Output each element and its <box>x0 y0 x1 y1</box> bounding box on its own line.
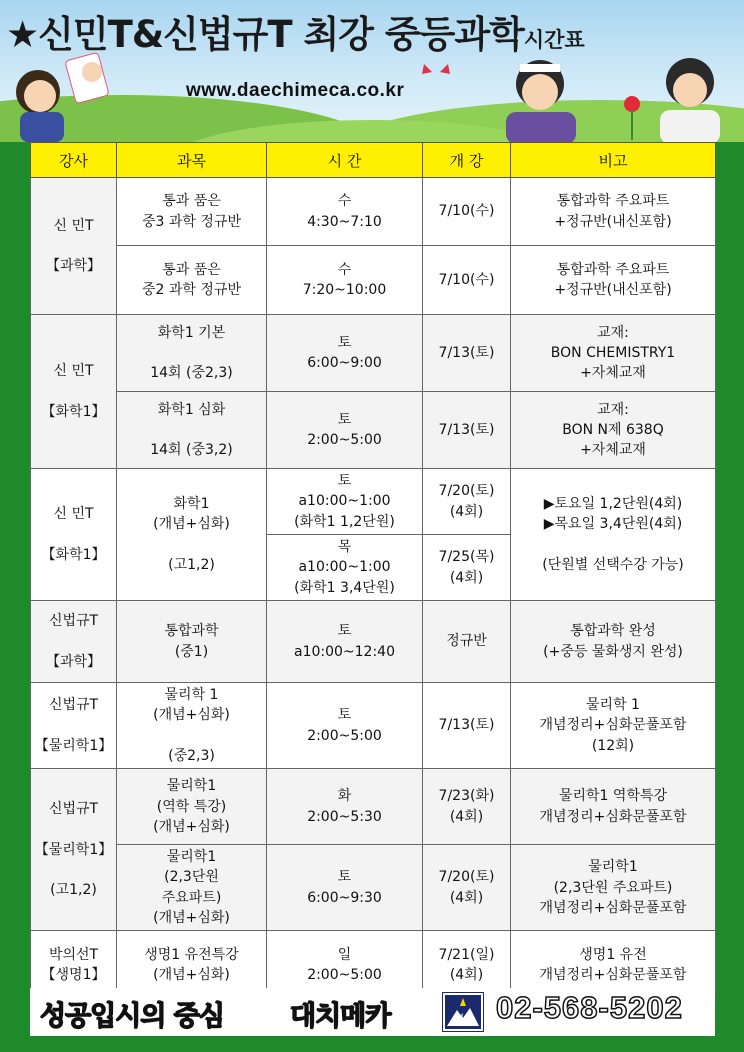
note-cell: 통합과학 주요파트 +정규반(내신포함) <box>511 246 716 315</box>
instructor-cell: 신법규T 【물리학1】 (고1,2) <box>31 769 117 931</box>
subject-cell: 통과 품은 중3 과학 정규반 <box>117 178 267 246</box>
subject-cell: 물리학1 (역학 특강) (개념+심화) <box>117 769 267 845</box>
start-date-cell: 7/10(수) <box>423 178 511 246</box>
time-cell: 수 7:20~10:00 <box>267 246 423 315</box>
time-cell: 토 2:00~5:00 <box>267 683 423 769</box>
instructor-cell: 신법규T 【과학】 <box>31 601 117 683</box>
instructor-cell: 신 민T 【화학1】 <box>31 469 117 601</box>
table-row <box>31 769 716 845</box>
start-date-cell: 7/20(토) (4회) <box>423 469 511 535</box>
instructor-cell: 박의선T 【생명1】 <box>31 931 117 999</box>
poster-footer <box>30 988 715 1036</box>
time-cell: 목 a10:00~1:00 (화학1 3,4단원) <box>267 535 423 601</box>
instructor-cell: 신법규T 【물리학1】 <box>31 683 117 769</box>
subject-cell: 화학1 심화 14회 (중3,2) <box>117 392 267 469</box>
table-row <box>31 845 716 931</box>
poster-header <box>0 0 744 142</box>
website-url: www.daechimeca.co.kr <box>186 80 405 101</box>
note-cell: 교재: BON CHEMISTRY1 +자체교재 <box>511 315 716 392</box>
time-cell: 토 a10:00~12:40 <box>267 601 423 683</box>
table-row <box>31 601 716 683</box>
subject-cell: 물리학1 (2,3단원 주요파트) (개념+심화) <box>117 845 267 931</box>
column-header: 개 강 <box>423 143 511 178</box>
subject-cell: 물리학 1 (개념+심화) (중2,3) <box>117 683 267 769</box>
note-cell: 물리학1 (2,3단원 주요파트) 개념정리+심화문풀포함 <box>511 845 716 931</box>
table-row <box>31 178 716 246</box>
subject-cell: 화학1 (개념+심화) (고1,2) <box>117 469 267 601</box>
schedule-table <box>30 142 716 999</box>
table-row <box>31 315 716 392</box>
mountain-logo-icon <box>442 992 484 1032</box>
title-suffix: 시간표 <box>523 28 585 52</box>
subject-cell: 생명1 유전특강 (개념+심화) <box>117 931 267 999</box>
time-cell: 토 6:00~9:30 <box>267 845 423 931</box>
start-date-cell: 7/13(토) <box>423 392 511 469</box>
table-row <box>31 683 716 769</box>
note-cell: 생명1 유전 개념정리+심화문풀포함 <box>511 931 716 999</box>
time-cell: 화 2:00~5:30 <box>267 769 423 845</box>
subject-cell: 화학1 기본 14회 (중2,3) <box>117 315 267 392</box>
start-date-cell: 7/21(일) (4회) <box>423 931 511 999</box>
note-cell: ▶토요일 1,2단원(4회) ▶목요일 3,4단원(4회) (단원별 선택수강 가능) <box>511 469 716 601</box>
start-date-cell: 7/25(목) (4회) <box>423 535 511 601</box>
time-cell: 일 2:00~5:00 <box>267 931 423 999</box>
time-cell: 수 4:30~7:10 <box>267 178 423 246</box>
table-row <box>31 392 716 469</box>
time-cell: 토 6:00~9:00 <box>267 315 423 392</box>
column-header: 비고 <box>511 143 716 178</box>
start-date-cell: 7/13(토) <box>423 315 511 392</box>
note-cell: 교재: BON N제 638Q +자체교재 <box>511 392 716 469</box>
column-header: 시 간 <box>267 143 423 178</box>
instructor-cell: 신 민T 【과학】 <box>31 178 117 315</box>
time-cell: 토 2:00~5:00 <box>267 392 423 469</box>
note-cell: 통합과학 완성 (+중등 물화생지 완성) <box>511 601 716 683</box>
note-cell: 물리학1 역학특강 개념정리+심화문풀포함 <box>511 769 716 845</box>
start-date-cell: 7/23(화) (4회) <box>423 769 511 845</box>
instructor-cell: 신 민T 【화학1】 <box>31 315 117 469</box>
title-main: 신민T&신법규T 최강 중등과학 <box>38 13 524 56</box>
poster-title <box>6 4 585 58</box>
slogan: 성공입시의 중심 <box>40 1001 224 1032</box>
phone-number: 02-568-5202 <box>496 990 683 1025</box>
table-row <box>31 469 716 535</box>
time-cell: 토 a10:00~1:00 (화학1 1,2단원) <box>267 469 423 535</box>
note-cell: 통합과학 주요파트 +정규반(내신포함) <box>511 178 716 246</box>
start-date-cell: 7/13(토) <box>423 683 511 769</box>
table-header-row <box>31 143 716 178</box>
start-date-cell: 7/10(수) <box>423 246 511 315</box>
start-date-cell: 7/20(토) (4회) <box>423 845 511 931</box>
table-row <box>31 246 716 315</box>
butterfly-illustration <box>422 64 450 74</box>
subject-cell: 통합과학 (중1) <box>117 601 267 683</box>
subject-cell: 통과 품은 중2 과학 정규반 <box>117 246 267 315</box>
brand-name: 대치메카 <box>290 1001 391 1032</box>
start-date-cell: 정규반 <box>423 601 511 683</box>
column-header: 강사 <box>31 143 117 178</box>
star-icon: ★ <box>6 13 39 56</box>
column-header: 과목 <box>117 143 267 178</box>
note-cell: 물리학 1 개념정리+심화문풀포함 (12회) <box>511 683 716 769</box>
